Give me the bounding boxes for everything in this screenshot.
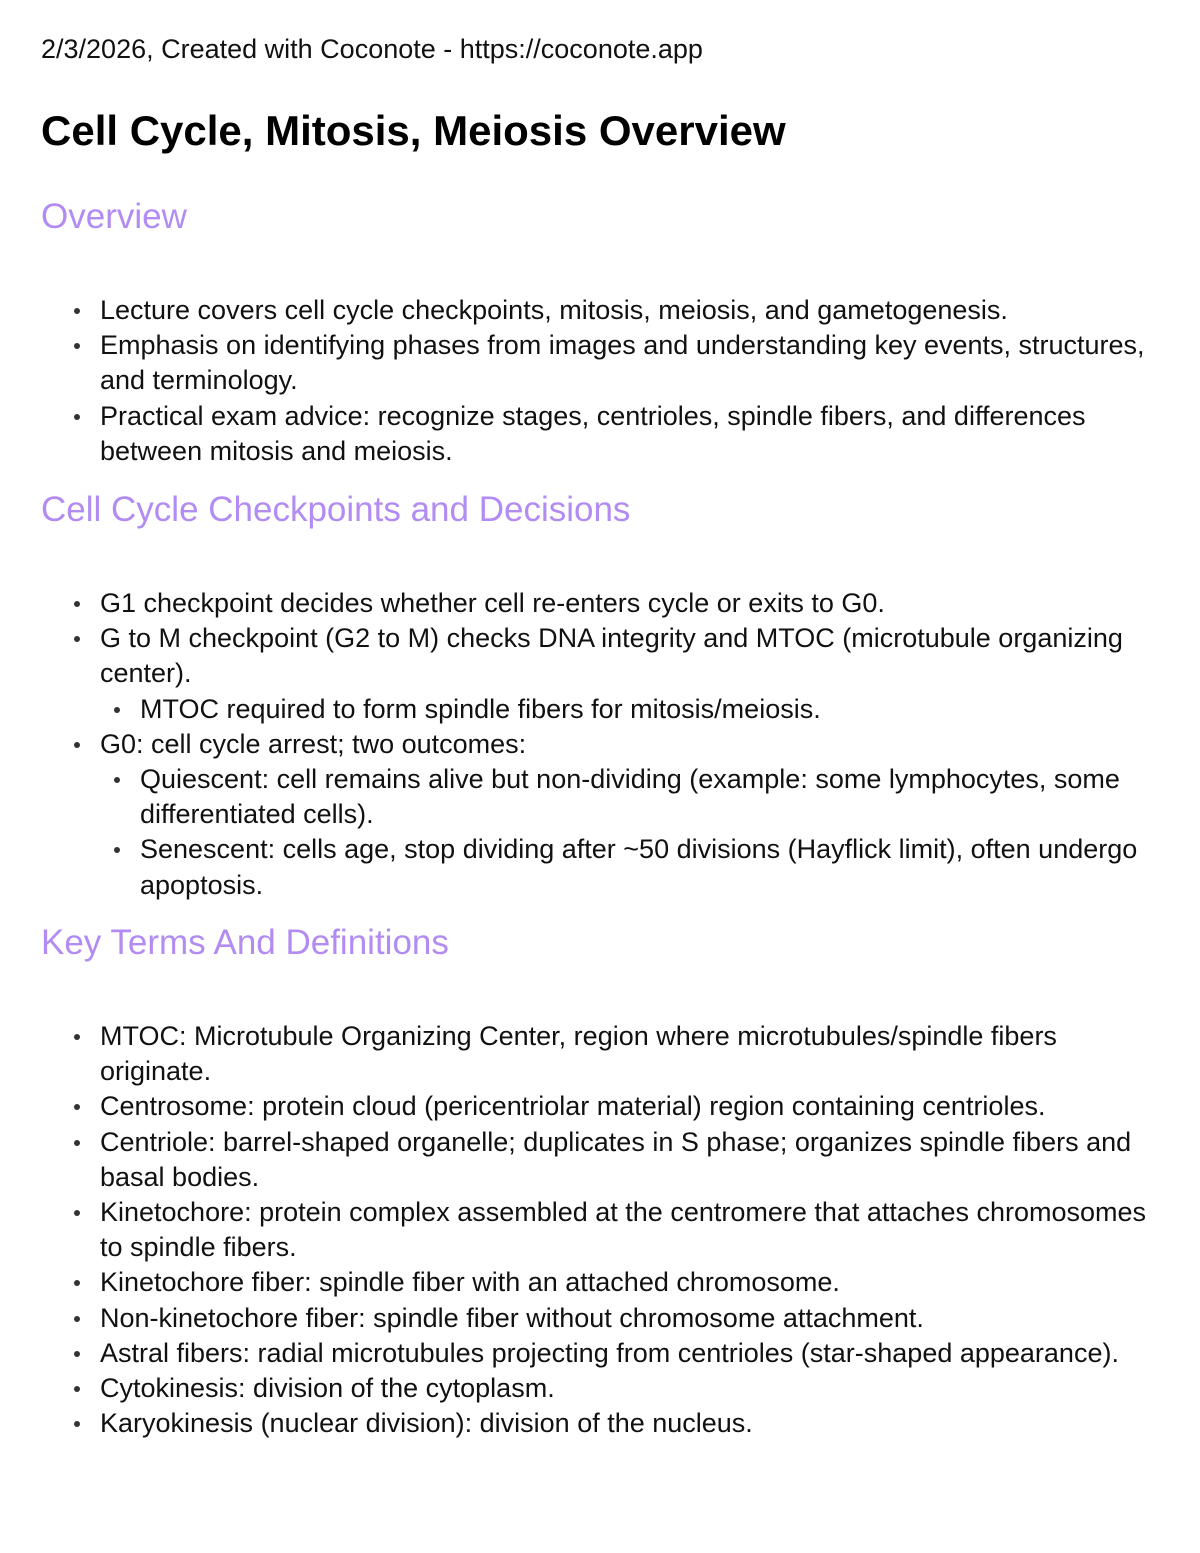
list-item: Lecture covers cell cycle checkpoints, mitosis, meiosis, and gametogenesis. bbox=[41, 293, 1161, 328]
list-item: Non-kinetochore fiber: spindle fiber without chromosome attachment. bbox=[41, 1301, 1161, 1336]
list-item: Kinetochore fiber: spindle fiber with an attached chromosome. bbox=[41, 1265, 1161, 1300]
bullet-list bbox=[41, 586, 1161, 903]
sub-list-item: Quiescent: cell remains alive but non-dividing (example: some lymphocytes, some differentiated cells). bbox=[41, 762, 1161, 832]
section-overview bbox=[41, 195, 1161, 469]
list-item: Emphasis on identifying phases from images and understanding key events, structures, and terminology. bbox=[41, 328, 1161, 398]
list-item: MTOC: Microtubule Organizing Center, region where microtubules/spindle fibers originate. bbox=[41, 1019, 1161, 1089]
sub-list-item: Senescent: cells age, stop dividing after ~50 divisions (Hayflick limit), often undergo apoptosis. bbox=[41, 832, 1161, 902]
section-heading: Key Terms And Definitions bbox=[41, 923, 449, 962]
list-item: Centriole: barrel-shaped organelle; duplicates in S phase; organizes spindle fibers and basal bodies. bbox=[41, 1125, 1161, 1195]
sub-list-item: MTOC required to form spindle fibers for mitosis/meiosis. bbox=[41, 692, 1161, 727]
list-item: Astral fibers: radial microtubules projecting from centrioles (star-shaped appearance). bbox=[41, 1336, 1161, 1371]
section-heading: Overview bbox=[41, 197, 187, 236]
print-header: 2/3/2026, Created with Coconote - https://coconote.app bbox=[41, 34, 703, 64]
list-item: Practical exam advice: recognize stages, centrioles, spindle fibers, and differences between mitosis and meiosis. bbox=[41, 399, 1161, 469]
document-title: Cell Cycle, Mitosis, Meiosis Overview bbox=[41, 107, 786, 154]
bullet-list bbox=[41, 1019, 1161, 1441]
list-item: Centrosome: protein cloud (pericentriolar material) region containing centrioles. bbox=[41, 1089, 1161, 1124]
bullet-list bbox=[41, 293, 1161, 469]
list-item: G to M checkpoint (G2 to M) checks DNA integrity and MTOC (microtubule organizing center). bbox=[41, 621, 1161, 691]
list-item: G1 checkpoint decides whether cell re-enters cycle or exits to G0. bbox=[41, 586, 1161, 621]
list-item: Karyokinesis (nuclear division): division of the nucleus. bbox=[41, 1406, 1161, 1441]
list-item: G0: cell cycle arrest; two outcomes: bbox=[41, 727, 1161, 762]
list-item: Kinetochore: protein complex assembled at the centromere that attaches chromosomes to spindle fibers. bbox=[41, 1195, 1161, 1265]
section-key-terms bbox=[41, 921, 1161, 1441]
section-checkpoints bbox=[41, 488, 1161, 903]
list-item: Cytokinesis: division of the cytoplasm. bbox=[41, 1371, 1161, 1406]
section-heading: Cell Cycle Checkpoints and Decisions bbox=[41, 490, 631, 529]
